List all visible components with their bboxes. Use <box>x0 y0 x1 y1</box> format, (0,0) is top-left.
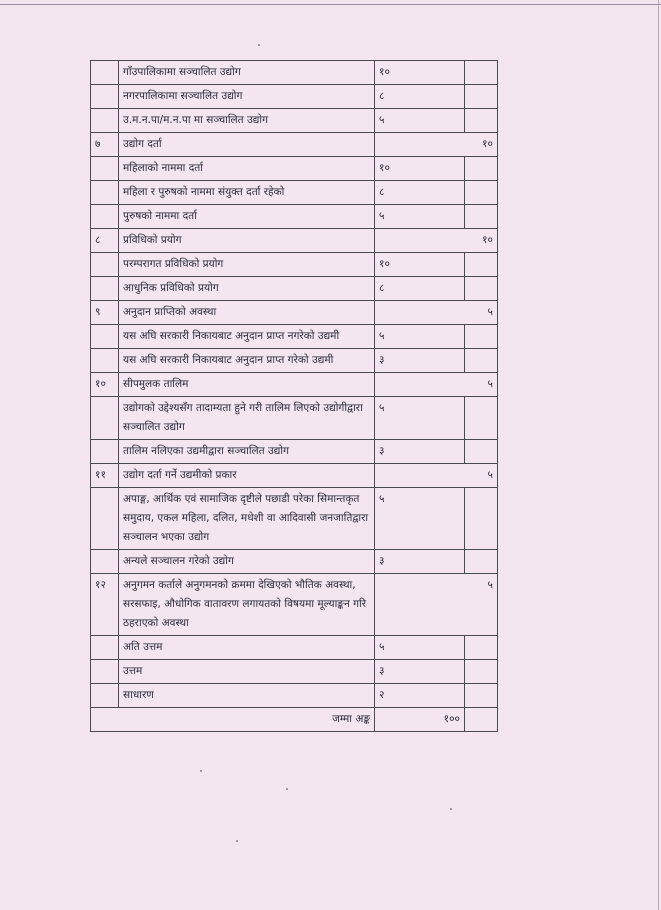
criteria-row <box>91 488 498 550</box>
criteria-row <box>91 397 498 440</box>
serial-number-cell: ९ <box>91 301 119 325</box>
page-right-edge <box>658 0 659 910</box>
empty-cell <box>465 325 498 349</box>
points-cell: १० <box>375 253 465 277</box>
points-cell: ५ <box>375 325 465 349</box>
points-cell: ५ <box>375 488 465 550</box>
total-label: जम्मा अङ्क <box>91 708 375 732</box>
section-row <box>91 301 498 325</box>
serial-number-cell: ७ <box>91 133 119 157</box>
serial-number-cell <box>91 181 119 205</box>
empty-cell <box>465 636 498 660</box>
section-row <box>91 574 498 636</box>
section-total-points-cell: १० <box>375 133 498 157</box>
empty-cell <box>465 61 498 85</box>
serial-number-cell <box>91 488 119 550</box>
empty-cell <box>465 157 498 181</box>
section-total-points-cell: ५ <box>375 464 498 488</box>
serial-number-cell <box>91 397 119 440</box>
description-cell: सीपमुलक तालिम <box>119 373 375 397</box>
empty-cell <box>465 85 498 109</box>
description-cell: उ.म.न.पा/म.न.पा मा सञ्चालित उद्योग <box>119 109 375 133</box>
points-cell: १० <box>375 61 465 85</box>
points-cell: १० <box>375 157 465 181</box>
description-cell: महिला र पुरुषको नाममा संयुक्त दर्ता रहेको <box>119 181 375 205</box>
serial-number-cell <box>91 660 119 684</box>
description-cell: प्रविधिको प्रयोग <box>119 229 375 253</box>
scan-speck <box>450 808 452 810</box>
empty-cell <box>465 349 498 373</box>
points-cell: ५ <box>375 397 465 440</box>
points-cell: ८ <box>375 85 465 109</box>
description-cell: उत्तम <box>119 660 375 684</box>
points-cell: ३ <box>375 550 465 574</box>
serial-number-cell <box>91 205 119 229</box>
criteria-row <box>91 253 498 277</box>
serial-number-cell <box>91 253 119 277</box>
serial-number-cell <box>91 109 119 133</box>
points-cell: ३ <box>375 349 465 373</box>
scan-speck <box>286 788 288 790</box>
empty-cell <box>465 181 498 205</box>
page-top-edge <box>0 4 661 5</box>
empty-cell <box>465 660 498 684</box>
serial-number-cell <box>91 550 119 574</box>
description-cell: तालिम नलिएका उद्यमीद्वारा सञ्चालित उद्योग <box>119 440 375 464</box>
description-cell: अन्यले सञ्चालन गरेको उद्योग <box>119 550 375 574</box>
points-cell: ८ <box>375 277 465 301</box>
criteria-row <box>91 440 498 464</box>
section-total-points-cell: १० <box>375 229 498 253</box>
serial-number-cell <box>91 325 119 349</box>
section-row <box>91 229 498 253</box>
section-row <box>91 373 498 397</box>
scoring-table <box>90 60 498 732</box>
empty-cell <box>465 109 498 133</box>
criteria-row <box>91 85 498 109</box>
description-cell: साधारण <box>119 684 375 708</box>
points-cell: ३ <box>375 440 465 464</box>
scoring-table-body <box>91 61 498 732</box>
empty-cell <box>465 684 498 708</box>
empty-cell <box>465 488 498 550</box>
serial-number-cell <box>91 157 119 181</box>
serial-number-cell: १० <box>91 373 119 397</box>
points-cell: ३ <box>375 660 465 684</box>
criteria-row <box>91 325 498 349</box>
section-total-points-cell: ५ <box>375 574 498 636</box>
empty-cell <box>465 397 498 440</box>
description-cell: नगरपालिकामा सञ्चालित उद्योग <box>119 85 375 109</box>
criteria-row <box>91 277 498 301</box>
description-cell: अनुदान प्राप्तिको अवस्था <box>119 301 375 325</box>
total-value: १०० <box>375 708 465 732</box>
description-cell: अति उत्तम <box>119 636 375 660</box>
total-row <box>91 708 498 732</box>
points-cell: ५ <box>375 109 465 133</box>
criteria-row <box>91 205 498 229</box>
criteria-row <box>91 636 498 660</box>
section-row <box>91 133 498 157</box>
serial-number-cell <box>91 277 119 301</box>
serial-number-cell <box>91 684 119 708</box>
empty-cell <box>465 550 498 574</box>
criteria-row <box>91 550 498 574</box>
scan-speck <box>200 770 202 772</box>
description-cell: उद्योगको उद्देश्यसँग तादाम्यता हुने गरी तालिम लिएको उद्योगीद्वारा सञ्चालित उद्योग <box>119 397 375 440</box>
serial-number-cell <box>91 85 119 109</box>
empty-cell <box>465 277 498 301</box>
points-cell: २ <box>375 684 465 708</box>
description-cell: यस अघि सरकारी निकायबाट अनुदान प्राप्त नगरेको उद्यमी <box>119 325 375 349</box>
criteria-row <box>91 181 498 205</box>
description-cell: पुरुषको नाममा दर्ता <box>119 205 375 229</box>
serial-number-cell <box>91 636 119 660</box>
points-cell: ५ <box>375 205 465 229</box>
description-cell: अपाङ्ग, आर्थिक एवं सामाजिक दृष्टीले पछाडी परेका सिमान्तकृत समुदाय, एकल महिला, दलित, मधेशी वा आदिवासी जनजातिद्वारा सञ्चालन भएका उद्योग <box>119 488 375 550</box>
scan-speck <box>236 840 238 842</box>
serial-number-cell <box>91 61 119 85</box>
section-total-points-cell: ५ <box>375 301 498 325</box>
points-cell: ५ <box>375 636 465 660</box>
description-cell: अनुगमन कर्ताले अनुगमनको क्रममा देखिएको भौतिक अवस्था, सरसफाइ, औधोगिक वातावरण लगायतको विषयमा मूल्याङ्कन गरि ठहराएको अवस्था <box>119 574 375 636</box>
scan-speck <box>258 44 260 46</box>
serial-number-cell: ११ <box>91 464 119 488</box>
criteria-row <box>91 157 498 181</box>
empty-cell <box>465 708 498 732</box>
empty-cell <box>465 205 498 229</box>
serial-number-cell <box>91 349 119 373</box>
serial-number-cell: १२ <box>91 574 119 636</box>
criteria-row <box>91 61 498 85</box>
description-cell: उद्योग दर्ता गर्ने उद्यमीको प्रकार <box>119 464 375 488</box>
description-cell: आधुनिक प्रविधिको प्रयोग <box>119 277 375 301</box>
serial-number-cell <box>91 440 119 464</box>
section-row <box>91 464 498 488</box>
criteria-row <box>91 349 498 373</box>
description-cell: गाँउपालिकामा सञ्चालित उद्योग <box>119 61 375 85</box>
criteria-row <box>91 684 498 708</box>
description-cell: यस अघि सरकारी निकायबाट अनुदान प्राप्त गरेको उद्यमी <box>119 349 375 373</box>
points-cell: ८ <box>375 181 465 205</box>
section-total-points-cell: ५ <box>375 373 498 397</box>
description-cell: परम्परागत प्रविधिको प्रयोग <box>119 253 375 277</box>
description-cell: उद्योग दर्ता <box>119 133 375 157</box>
criteria-row <box>91 109 498 133</box>
criteria-row <box>91 660 498 684</box>
empty-cell <box>465 253 498 277</box>
serial-number-cell: ८ <box>91 229 119 253</box>
empty-cell <box>465 440 498 464</box>
description-cell: महिलाको नाममा दर्ता <box>119 157 375 181</box>
